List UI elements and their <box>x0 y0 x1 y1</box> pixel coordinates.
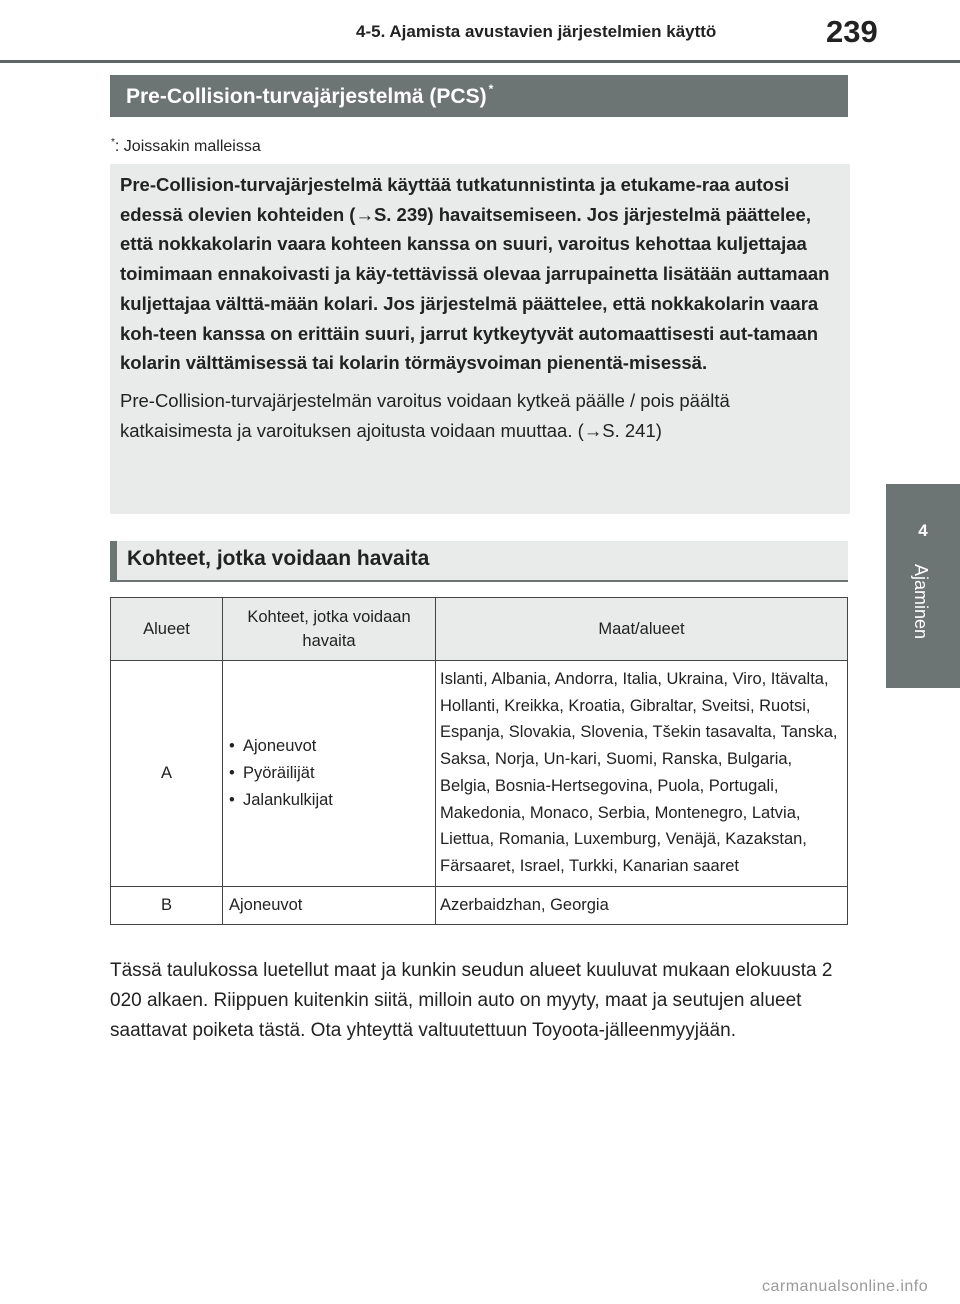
table-header-row <box>111 598 848 661</box>
list-item: • Pyöräilijät <box>229 760 435 787</box>
footnote-marker: * <box>111 137 115 148</box>
header-countries: Maat/alueet <box>436 598 848 661</box>
chapter-side-tab[interactable] <box>886 484 960 688</box>
table-row <box>111 661 848 887</box>
zone-cell: A <box>111 661 223 887</box>
page-title-bar <box>110 75 848 117</box>
title-footnote-marker: * <box>488 82 494 96</box>
countries-cell: Azerbaidzhan, Georgia <box>436 886 848 925</box>
zone-cell: B <box>111 886 223 925</box>
footnote <box>111 137 261 156</box>
objects-cell: Ajoneuvot <box>223 886 436 925</box>
header-divider <box>0 60 960 63</box>
header-zones: Alueet <box>111 598 223 661</box>
intro-paragraph-regular: Pre-Collision-turvajärjestelmän varoitus voidaan kytkeä päälle / pois päältä katkaisimesta ja varoituksen ajoitusta voidaan muuttaa. (→S. 241) <box>120 389 730 441</box>
list-item: • Ajoneuvot <box>229 733 435 760</box>
footnote-text: : Joissakin malleissa <box>114 138 261 155</box>
list-item: • Jalankulkijat <box>229 787 435 814</box>
watermark: carmanualsonline.info <box>762 1278 929 1295</box>
chapter-label: Ajaminen <box>911 564 931 640</box>
countries-cell: Islanti, Albania, Andorra, Italia, Ukraina, Viro, Itävalta, Hollanti, Kreikka, Kroatia, Gibraltar, Sveitsi, Ruotsi, Espanja, Slovakia, Slovenia, Tšekin tasavalta, Tanska, Saksa, Norja, Un-kari, Suomi, Ranska, Bulgaria, Belgia, Bosnia-Hertsegovina, Puola, Portugali, Makedonia, Monaco, Serbia, Montenegro, Latvia, Liettua, Romania, Luxemburg, Venäjä, Kazakstan, Färsaaret, Israel, Turkki, Kanarian saaret <box>436 661 848 887</box>
chapter-number: 4 <box>918 521 928 540</box>
table-row <box>111 886 848 925</box>
page-title: Pre-Collision-turvajärjestelmä (PCS) <box>126 85 487 108</box>
intro-box <box>110 164 850 514</box>
body-paragraph: Tässä taulukossa luetellut maat ja kunkin seudun alueet kuuluvat mukaan elokuusta 2 020 alkaen. Riippuen kuitenkin siitä, milloin auto on myyty, maat ja seutujen alueet saattavat poiketa tästä. Ota yhteyttä valtuutettuun Toyoota-jälleenmyyjään. <box>110 960 833 1042</box>
objects-list <box>229 733 435 813</box>
page-number: 239 <box>826 14 878 49</box>
section-heading: Kohteet, jotka voidaan havaita <box>110 541 848 582</box>
objects-cell <box>223 661 436 887</box>
intro-paragraph-bold: Pre-Collision-turvajärjestelmä käyttää tutkatunnistinta ja etukame-raa autosi edessä olevien kohteiden (→S. 239) havaitsemiseen. Jos järjestelmä päättelee, että nokkakolarin vaara kohteen kanssa on suuri, varoitus kehottaa kuljettajaa toimimaan ennakoivasti ja käy-tettävissä olevaa jarrupainetta lisätään auttamaan kuljettajaa välttä-mään kolari. Jos järjestelmä päättelee, että nokkakolarin vaara koh-teen kanssa on erittäin suuri, jarrut kytkeytyvät automaattisesti aut-tamaan kolarin välttämisessä tai kolarin törmäysvoiman pienentä-misessä. <box>120 174 830 374</box>
section-header: 4-5. Ajamista avustavien järjestelmien käyttö <box>356 22 717 41</box>
detection-table <box>110 597 848 925</box>
header-objects: Kohteet, jotka voidaan havaita <box>223 598 436 661</box>
